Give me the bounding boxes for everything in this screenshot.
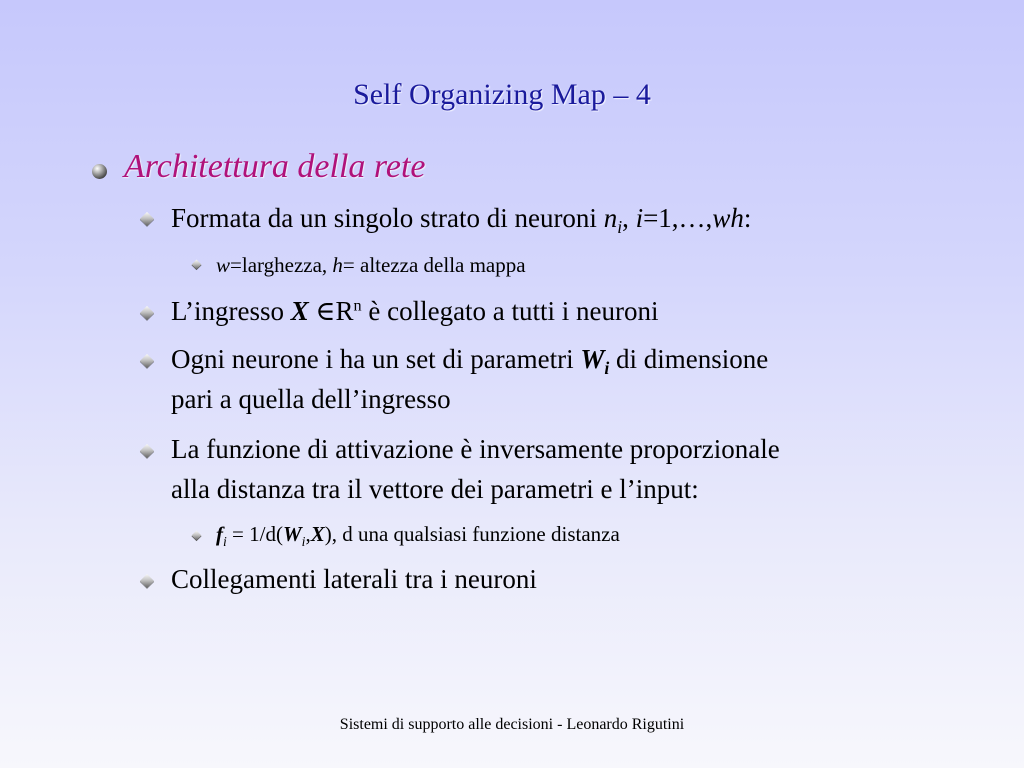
math-sub-i: i	[223, 533, 227, 549]
bullet-text: ), d una qualsiasi funzione distanza	[324, 522, 620, 546]
bullet-attivazione-line2: alla distanza tra il vettore dei parametri e l’input:	[171, 474, 699, 504]
math-w: w	[216, 253, 231, 277]
diamond-bullet-icon	[140, 574, 154, 588]
math-h: h	[332, 253, 343, 277]
bullet-parametri	[171, 344, 769, 379]
math-sup-n: n	[353, 296, 362, 315]
diamond-bullet-icon	[140, 212, 154, 226]
section-heading: Architettura della rete	[124, 148, 426, 185]
bullet-ingresso	[171, 296, 659, 327]
bullet-collegamenti: Collegamenti laterali tra i neuroni	[171, 564, 537, 594]
bullet-text: ,	[622, 203, 636, 233]
math-i: i	[635, 203, 644, 233]
bullet-text: = altezza della mappa	[342, 253, 526, 277]
bullet-text: = 1/d(	[226, 522, 283, 546]
slide-title: Self Organizing Map – 4	[353, 78, 651, 111]
diamond-bullet-icon	[140, 306, 154, 320]
bullet-text: ,	[305, 522, 311, 546]
math-wh: wh	[712, 203, 744, 233]
diamond-bullet-icon	[140, 354, 154, 368]
bullet-text: =larghezza,	[230, 253, 333, 277]
slide-footer: Sistemi di supporto alle decisioni - Leonardo Rigutini	[339, 716, 685, 733]
bullet-text: Formata da un singolo strato di neuroni	[171, 203, 604, 233]
diamond-bullet-icon	[192, 531, 202, 541]
math-X: X	[310, 522, 325, 546]
math-X: X	[290, 296, 309, 326]
math-n: n	[603, 203, 618, 233]
diamond-bullet-icon	[192, 260, 202, 270]
bullet-text: di dimensione	[609, 344, 769, 374]
math-W: W	[580, 344, 605, 374]
math-W: W	[282, 522, 302, 546]
math-f: f	[216, 522, 223, 546]
subbullet-formula	[216, 522, 620, 547]
math-sub-i: i	[301, 533, 306, 549]
bullet-text: :	[743, 203, 752, 233]
diamond-bullet-icon	[140, 444, 154, 458]
bullet-text: =1,…,	[643, 203, 713, 233]
bullet-text: Ogni neurone i ha un set di parametri	[171, 344, 581, 374]
bullet-parametri-line2: pari a quella dell’ingresso	[171, 384, 451, 414]
sphere-bullet-icon	[92, 164, 107, 179]
bullet-attivazione: La funzione di attivazione è inversamente proporzionale	[171, 434, 780, 464]
bullet-text: L’ingresso	[171, 296, 291, 326]
math-sub-i: i	[604, 358, 610, 379]
subbullet-larghezza	[216, 253, 526, 278]
bullet-text: è collegato a tutti i neuroni	[361, 296, 659, 326]
bullet-text: ∈R	[308, 296, 354, 326]
math-sub-i: i	[617, 217, 623, 238]
bullet-formata	[171, 203, 752, 238]
